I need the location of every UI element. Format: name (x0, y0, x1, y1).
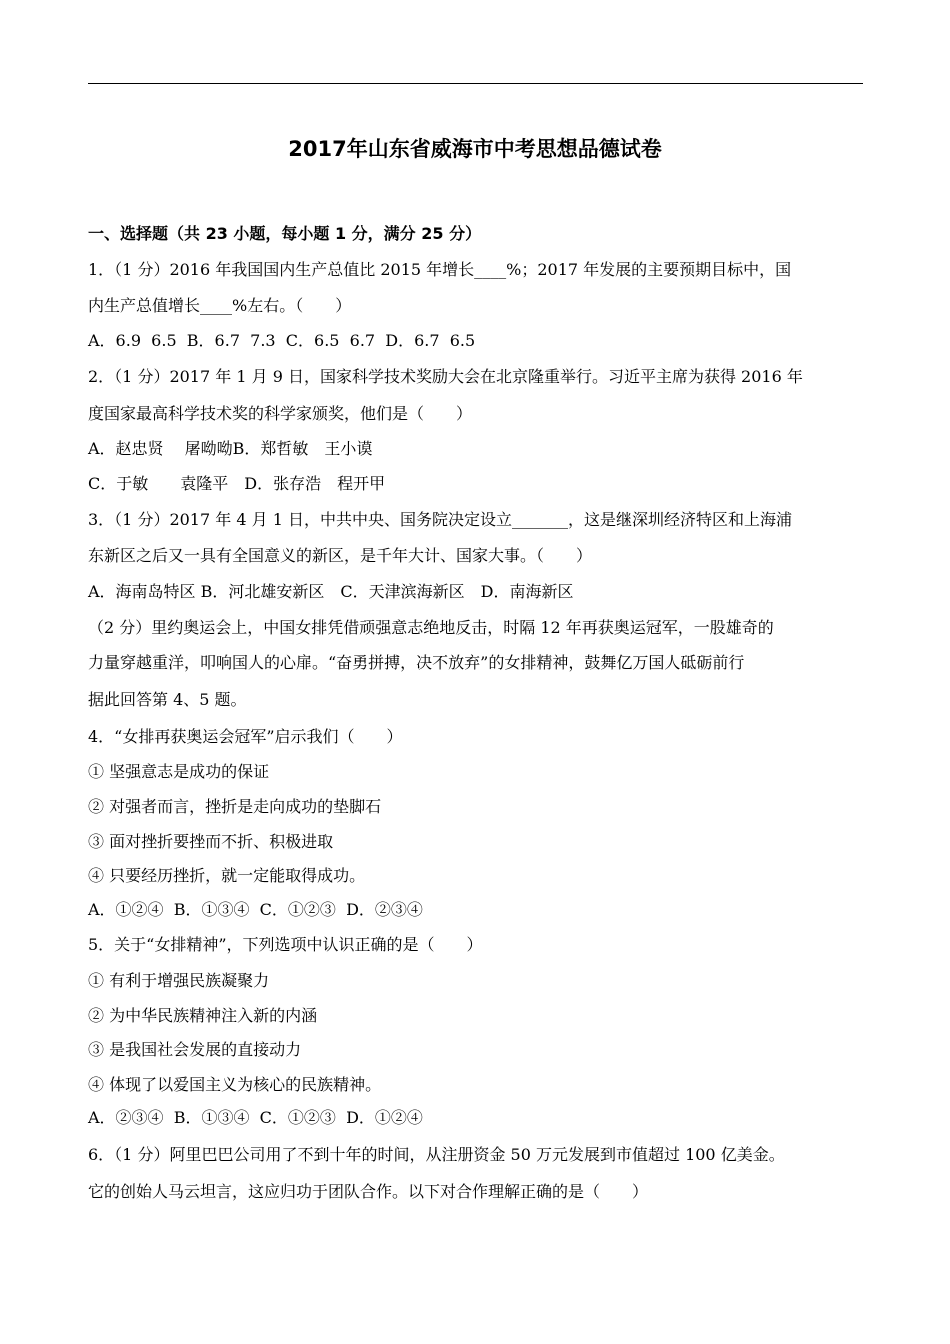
answer-options: A．①②④ B．①③④ C．①②③ D．②③④ (88, 900, 423, 919)
section-heading: 一、选择题（共 23 小题，每小题 1 分，满分 25 分） (88, 224, 482, 243)
text-line: 内生产总值增长____%左右。（ ） (88, 296, 352, 315)
text-line: 度国家最高科学技术奖的科学家颁奖，他们是（ ） (88, 404, 473, 423)
text-line: 东新区之后又一具有全国意义的新区，是千年大计、国家大事。（ ） (88, 546, 593, 565)
answer-options: C．于敏 袁隆平 D．张存浩 程开甲 (88, 474, 386, 493)
answer-options: A．赵忠贤 屠呦呦B．郑哲敏 王小谟 (88, 439, 373, 458)
text-line: （2 分）里约奥运会上，中国女排凭借顽强意志绝地反击，时隔 12 年再获奥运冠军，一股雄奇的 (88, 618, 774, 637)
statement-item: ③ 面对挫折要挫而不折、积极进取 (88, 832, 334, 851)
text-line: 2．（1 分）2017 年 1 月 9 日，国家科学技术奖励大会在北京隆重举行。习近平主席为获得 2016 年 (88, 367, 803, 386)
text-line: 4．“女排再获奥运会冠军”启示我们（ ） (88, 727, 403, 746)
text-line: 6．（1 分）阿里巴巴公司用了不到十年的时间，从注册资金 50 万元发展到市值超过 100 亿美金。 (88, 1145, 785, 1164)
text-line: 力量穿越重洋，叩响国人的心扉。“奋勇拼搏，决不放弃”的女排精神，鼓舞亿万国人砥砺前行 (88, 653, 745, 672)
statement-item: ② 为中华民族精神注入新的内涵 (88, 1006, 318, 1025)
header-rule (88, 83, 863, 84)
statement-item: ④ 只要经历挫折，就一定能取得成功。 (88, 866, 366, 885)
text-line: 它的创始人马云坦言，这应归功于团队合作。以下对合作理解正确的是（ ） (88, 1182, 649, 1201)
answer-options: A．②③④ B．①③④ C．①②③ D．①②④ (88, 1108, 423, 1127)
text-line: 5．关于“女排精神”，下列选项中认识正确的是（ ） (88, 935, 483, 954)
statement-item: ③ 是我国社会发展的直接动力 (88, 1040, 302, 1059)
statement-item: ④ 体现了以爱国主义为核心的民族精神。 (88, 1075, 382, 1094)
text-line: 据此回答第 4、5 题。 (88, 690, 247, 709)
text-line: 1．（1 分）2016 年我国国内生产总值比 2015 年增长____%；2017 年发展的主要预期目标中，国 (88, 260, 792, 279)
statement-item: ① 坚强意志是成功的保证 (88, 762, 270, 781)
answer-options: A．6.9 6.5 B．6.7 7.3 C．6.5 6.7 D．6.7 6.5 (88, 331, 476, 350)
statement-item: ② 对强者而言，挫折是走向成功的垫脚石 (88, 797, 382, 816)
page-title: 2017年山东省威海市中考思想品德试卷 (288, 137, 662, 161)
answer-options: A．海南岛特区 B．河北雄安新区 C．天津滨海新区 D．南海新区 (88, 582, 574, 601)
statement-item: ① 有利于增强民族凝聚力 (88, 971, 270, 990)
text-line: 3．（1 分）2017 年 4 月 1 日，中共中央、国务院决定设立_______，这是继深圳经济特区和上海浦 (88, 510, 792, 529)
